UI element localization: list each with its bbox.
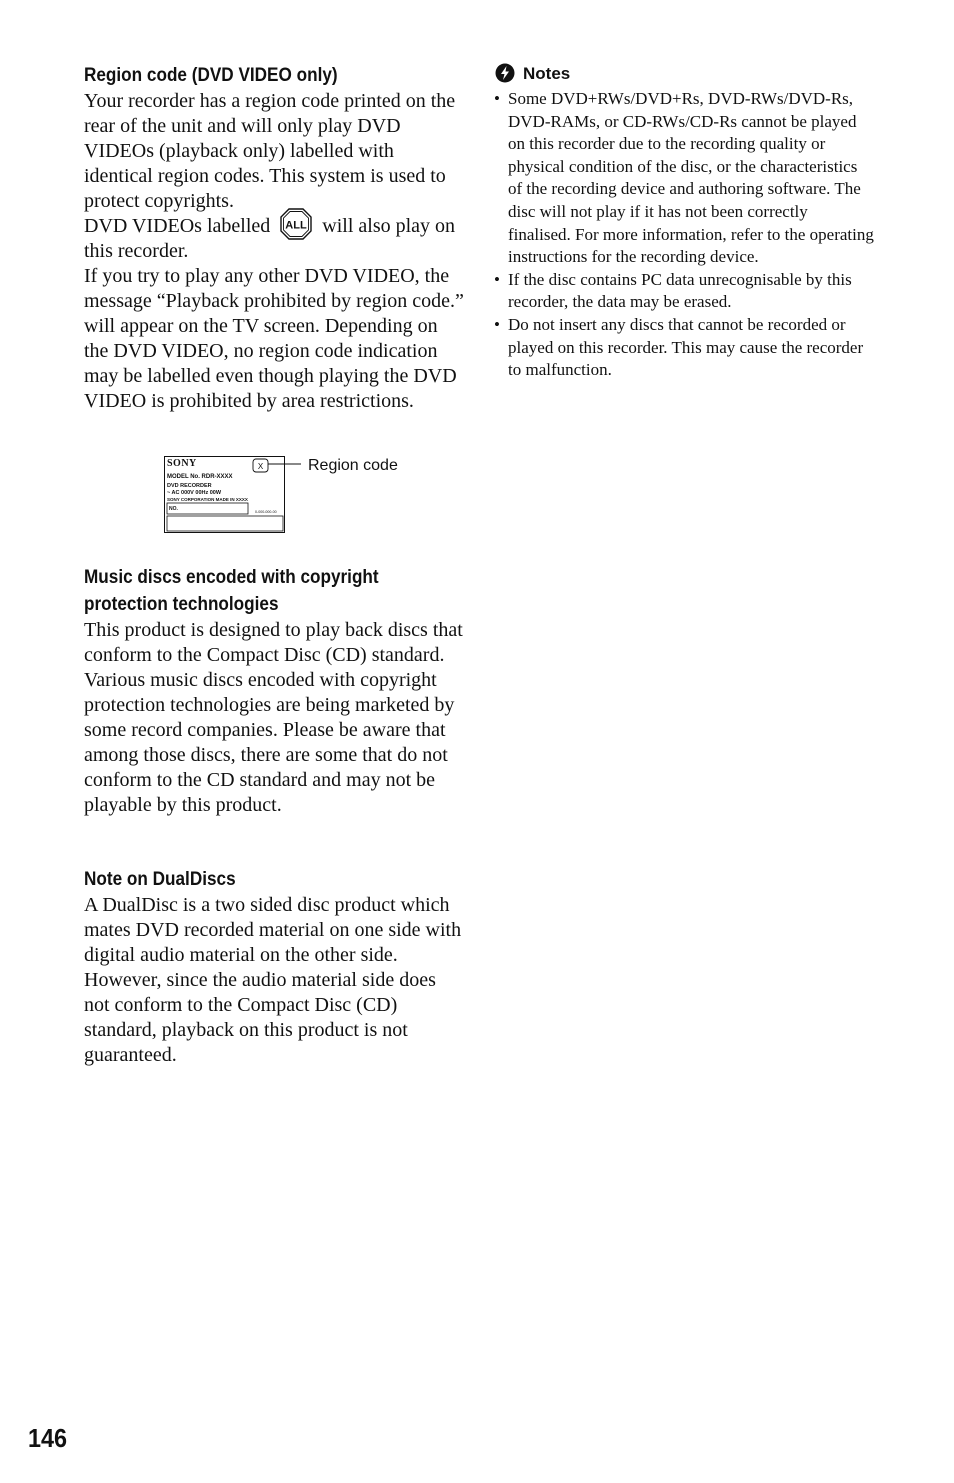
music-discs-section [84,564,464,818]
note-item-text: Some DVD+RWs/DVD+Rs, DVD-RWs/DVD-Rs, DVD-RAMs, or CD-RWs/CD-Rs cannot be played on this recorder due to the recording quality or physical condition of the disc, or the characteristics of the recording device and authoring software. The disc will not play if it has not been correctly finalised. For more information, refer to the operating instructions for the recording device. [508,89,874,267]
label-power-text: ~ AC 000V 00Hz 00W [167,490,222,496]
region-all-icon [279,207,313,241]
region-code-section [84,62,464,414]
music-discs-heading-line-2: protection technologies [84,593,279,615]
label-code-text: 0-000-000-00 [255,510,277,514]
note-item-text: Do not insert any discs that cannot be recorded or played on this recorder. This may cause the recorder to malfunction. [508,314,864,380]
note-item: • Some DVD+RWs/DVD+Rs, DVD-RWs/DVD-Rs, DVD-RAMs, or CD-RWs/CD-Rs cannot be played on this recorder due to the recording quality or physical condition of the disc, or the characteristics of the recording device and authoring software. The disc will not play if it has not been correctly finalised. For more information, refer to the operating instructions for the recording device. [494,89,874,267]
dualdisc-section [84,866,464,1068]
label-model-text: MODEL No. RDR-XXXX [167,474,233,480]
note-item: • If the disc contains PC data unrecognisable by this recorder, the data may be erased. [494,269,852,312]
notes-title: Notes [523,64,571,83]
region-all-label: ALL [285,219,307,232]
page-number: 146 [28,1423,68,1453]
region-code-heading: Region code (DVD VIDEO only) [84,64,338,86]
sony-logo: SONY [167,458,197,469]
rear-label-illustration [164,456,424,534]
notes-icon [495,63,515,83]
notes-list [494,88,874,382]
region-code-paragraph-2-start: DVD VIDEOs labelled [84,215,271,237]
label-corp-text: SONY CORPORATION MADE IN XXXX [167,497,248,502]
notes-section [494,62,874,382]
music-discs-paragraph-1: This product is designed to play back discs that conform to the Compact Disc (CD) standard. [84,619,463,666]
label-serial-text: NO. [169,506,178,512]
music-discs-heading-line-1: Music discs encoded with copyright [84,566,379,588]
music-discs-paragraph-2: Various music discs encoded with copyright protection technologies are being marketed by some record companies. Please be aware that among those discs, there are some that do not conform to the CD standard and may not be playable by this product. [84,669,455,816]
note-item-text: If the disc contains PC data unrecognisable by this recorder, the data may be erased. [508,269,852,312]
dualdisc-paragraph-2: However, since the audio material side does not conform to the Compact Disc (CD) standard, playback on this product is not guaranteed. [84,969,436,1066]
region-code-callout: Region code [308,457,398,474]
dualdisc-paragraph-1: A DualDisc is a two sided disc product which mates DVD recorded material on one side with digital audio material on the other side. [84,894,462,966]
region-code-paragraph-1: Your recorder has a region code printed on the rear of the unit and will only play DVD VIDEOs (playback only) labelled with identical region codes. This system is used to protect copyrights. [84,90,456,212]
region-code-paragraph-2-end: will also play on this recorder. [84,215,456,262]
note-item: • Do not insert any discs that cannot be recorded or played on this recorder. This may cause the recorder to malfunction. [494,314,864,380]
region-code-paragraph-2 [84,214,464,264]
region-code-mark-text: X [257,462,264,471]
dualdisc-heading: Note on DualDiscs [84,868,236,890]
region-code-paragraph-3: If you try to play any other DVD VIDEO, the message “Playback prohibited by region code.” will appear on the TV screen. Depending on the DVD VIDEO, no region code indication may be labelled even though playing the DVD VIDEO is prohibited by area restrictions. [84,265,464,412]
label-product-text: DVD RECORDER [167,483,212,489]
notes-header [494,62,874,88]
